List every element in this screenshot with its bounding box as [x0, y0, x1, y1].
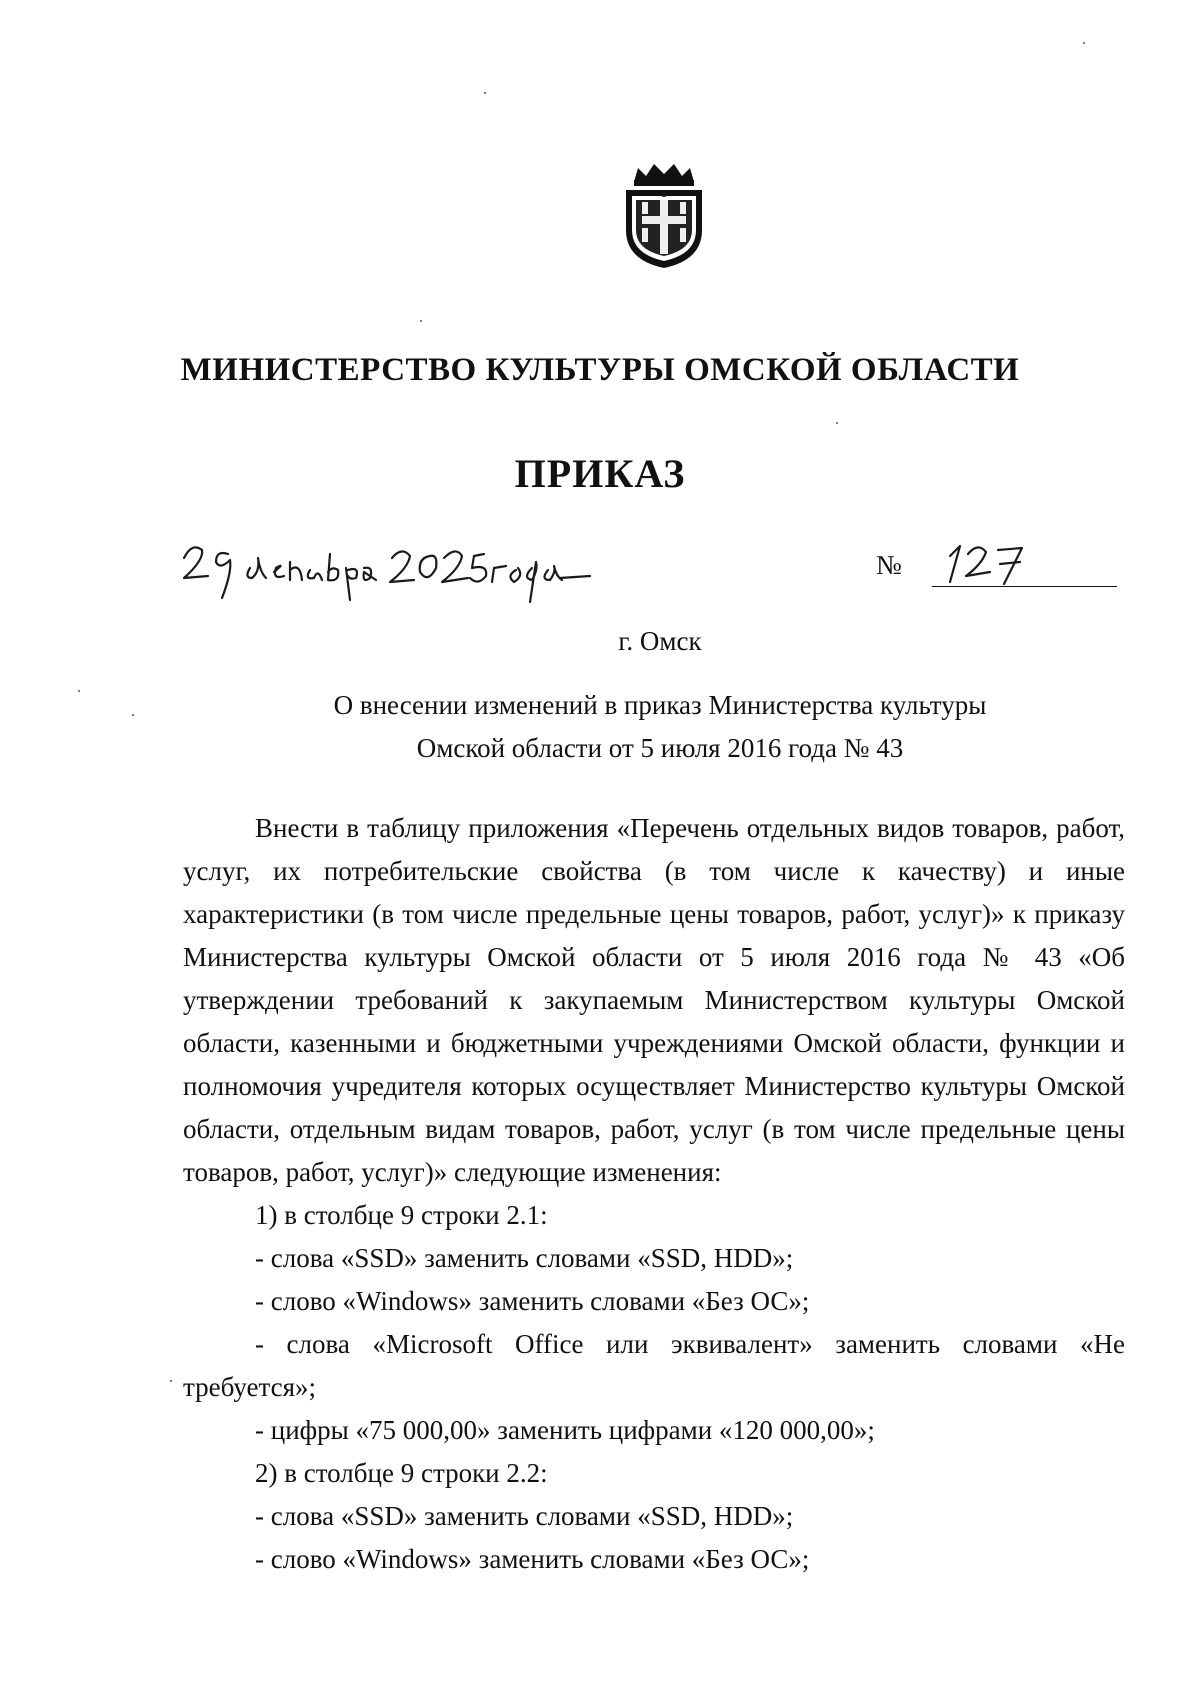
body-item-2: - слова «SSD» заменить словами «SSD, HDD»; — [255, 1243, 794, 1273]
document-subject — [0, 684, 1200, 770]
body-intro-paragraph: Внести в таблицу приложения «Перечень отдельных видов товаров, работ, услуг, их потребительские свойства (в том числе к качеству) и иные характеристики (в том числе предельные цены товаров, работ, услуг)» к приказу Министерства культуры Омской области от 5 июля 2016 года № 43 «Об утверждении требований к закупаемым Министерством культуры Омской области, казенными и бюджетными учреждениями Омской области, функции и полномочия учредителя которых осуществляет Министерство культуры Омской области, отдельным видам товаров, работ, услуг (в том числе предельные цены товаров, работ, услуг)» следующие изменения: — [183, 813, 1125, 1187]
scan-speck — [132, 714, 134, 716]
handwritten-date — [178, 528, 618, 618]
handwritten-number — [938, 532, 1048, 592]
body-item-6: 2) в столбце 9 строки 2.2: — [255, 1458, 548, 1488]
body-item-4: - слова «Microsoft Office или эквивалент» заменить словами «Не требуется»; — [183, 1329, 1125, 1402]
coat-of-arms-emblem — [620, 160, 708, 270]
body-item-7: - слова «SSD» заменить словами «SSD, HDD»; — [255, 1501, 794, 1531]
scan-speck — [170, 1380, 172, 1382]
subject-line-1: О внесении изменений в приказ Министерства культуры — [333, 690, 987, 720]
body-item-8: - слово «Windows» заменить словами «Без ОС»; — [255, 1544, 810, 1574]
scan-speck — [420, 320, 422, 322]
body-item-5: - цифры «75 000,00» заменить цифрами «120 000,00»; — [255, 1415, 875, 1445]
ministry-name: МИНИСТЕРСТВО КУЛЬТУРЫ ОМСКОЙ ОБЛАСТИ — [180, 352, 1020, 388]
document-body — [183, 807, 1125, 1581]
scan-speck — [484, 92, 486, 94]
subject-line-2: Омской области от 5 июля 2016 года № 43 — [416, 733, 904, 763]
city-name: г. Омск — [618, 626, 702, 656]
number-label: № — [876, 550, 902, 580]
body-item-3: - слово «Windows» заменить словами «Без ОС»; — [255, 1286, 810, 1316]
scan-speck — [836, 422, 838, 424]
document-type-title: ПРИКАЗ — [514, 451, 686, 496]
body-item-1: 1) в столбце 9 строки 2.1: — [255, 1200, 548, 1230]
scan-speck — [78, 690, 80, 692]
scan-speck — [1083, 42, 1085, 44]
